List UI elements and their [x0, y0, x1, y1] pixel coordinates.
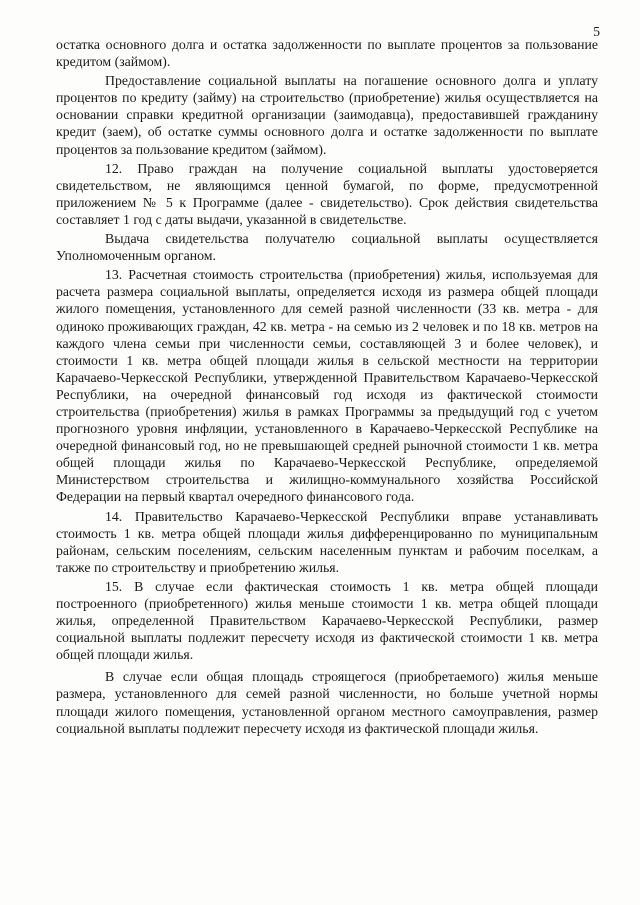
- paragraph-13-estimated-cost: 13. Расчетная стоимость строительства (приобретения) жилья, используемая для расчета размера социальной выплаты, определяется исходя из размера общей площади жилого помещения, установленного для семей разной численности (33 кв. метра - для одиноко проживающих граждан, 42 кв. метра - на семью из 2 человек и по 18 кв. метров на каждого члена семьи при численности семьи, составляющей 3 и более человек), и стоимости 1 кв. метра общей площади жилья в сельской местности на территории Карачаево-Черкесской Республики, утвержденной Правительством Карачаево-Черкесской Республики, на очередной финансовый год исходя из фактической стоимости строительства (приобретения) жилья в рамках Программы за предыдущий год с учетом прогнозного уровня инфляции, установленного в Карачаево-Черкесской Республике на очередной финансовый год, но не превышающей средней рыночной стоимости 1 кв. метра общей площади жилья по Карачаево-Черкесской Республике, определяемой Министерством строительства и жилищно-коммунального хозяйства Российской Федерации на первый квартал очередного финансового года.: [56, 267, 598, 505]
- paragraph-certificate-issuance: Выдача свидетельства получателю социальной выплаты осуществляется Уполномоченным органом.: [56, 231, 598, 264]
- paragraph-social-payment-basis: Предоставление социальной выплаты на погашение основного долга и уплату процентов по кредиту (займу) на строительство (приобретение) жилья осуществляется на основании справки кредитной организации (заимодавца), предоставившей гражданину кредит (заем), об остатке суммы основного долга и остатке задолженности по выплате процентов за пользование кредитом (займом).: [56, 73, 598, 157]
- paragraph-14-cost-differentiation: 14. Правительство Карачаево-Черкесской Республики вправе устанавливать стоимость 1 кв. метра общей площади жилья дифференцированно по муниципальным районам, сельским поселениям, сельским населенным пунктам и рабочим поселкам, а также по строительству и приобретению жилья.: [56, 508, 598, 575]
- paragraph-12-certificate: 12. Право граждан на получение социальной выплаты удостоверяется свидетельством, не являющимся ценной бумагой, по форме, предусмотренной приложением № 5 к Программе (далее - свидетельство). Срок действия свидетельства составляет 1 год с даты выдачи, указанной в свидетельстве.: [56, 160, 598, 227]
- paragraph-15-recalculation: 15. В случае если фактическая стоимость 1 кв. метра общей площади построенного (приобретенного) жилья меньше стоимости 1 кв. метра общей площади жилья, определенной Правительством Карачаево-Черкесской Республики, размер социальной выплаты подлежит пересчету исходя из фактической стоимости 1 кв. метра общей площади жилья.: [56, 578, 598, 663]
- paragraph-area-recalculation: В случае если общая площадь строящегося (приобретаемого) жилья меньше размера, установленного для семей разной численности, но больше учетной нормы площади жилого помещения, установленной органом местного самоуправления, размер социальной выплаты подлежит пересчету исходя из фактической площади жилья.: [56, 669, 598, 736]
- document-body: [56, 36, 598, 742]
- page-number: 5: [593, 24, 600, 39]
- paragraph-continuation: остатка основного долга и остатка задолженности по выплате процентов за пользование кредитом (займом).: [56, 37, 598, 70]
